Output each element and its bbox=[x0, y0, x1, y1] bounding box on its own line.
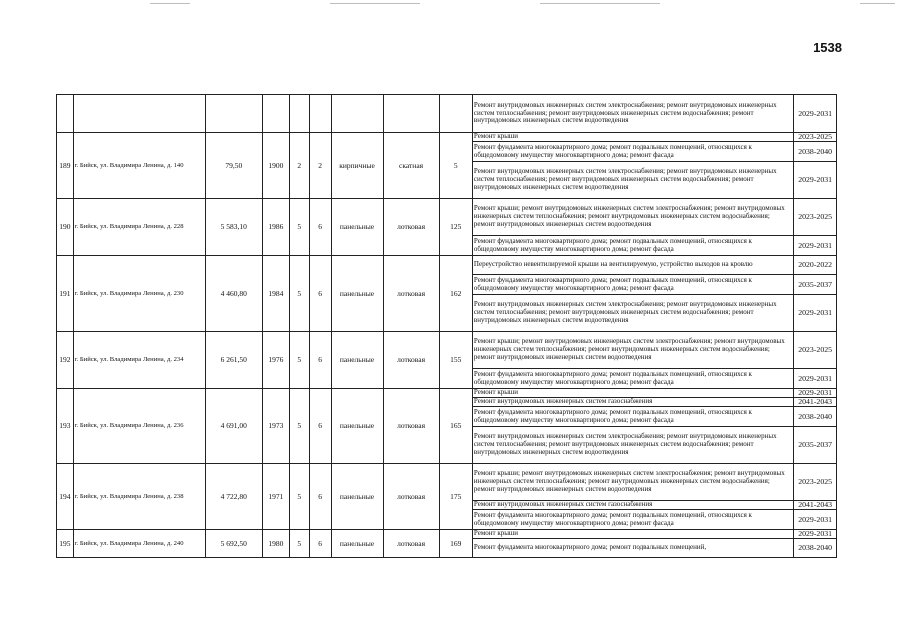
cell-address: г. Бийск, ул. Владимира Ленина, д. 228 bbox=[73, 199, 205, 256]
table-row bbox=[57, 199, 837, 236]
cell-residents bbox=[439, 95, 472, 133]
cell-work-type: Ремонт фундамента многоквартирного дома; ремонт подвальных помещений, относящихся к общедомовому имуществу многоквартирного дома; ремонт фасада bbox=[472, 510, 793, 530]
cell-floors: 5 bbox=[289, 530, 309, 558]
cell-number: 193 bbox=[57, 389, 74, 464]
cell-address bbox=[73, 95, 205, 133]
cell-entrances: 6 bbox=[309, 199, 331, 256]
table-body bbox=[57, 95, 837, 558]
cell-roof: лотковая bbox=[383, 199, 439, 256]
cell-period: 2029-2031 bbox=[794, 236, 837, 256]
cell-period: 2041-2043 bbox=[794, 501, 837, 510]
cell-floors bbox=[289, 95, 309, 133]
cell-floors: 5 bbox=[289, 256, 309, 332]
cell-area bbox=[205, 95, 262, 133]
cell-period: 2038-2040 bbox=[794, 407, 837, 427]
cell-work-type: Ремонт внутридомовых инженерных систем газоснабжения bbox=[472, 501, 793, 510]
cell-area: 4 722,80 bbox=[205, 464, 262, 530]
cell-number: 191 bbox=[57, 256, 74, 332]
cell-material: панельные bbox=[331, 464, 383, 530]
cell-material: кирпичные bbox=[331, 133, 383, 199]
cell-address: г. Бийск, ул. Владимира Ленина, д. 238 bbox=[73, 464, 205, 530]
cell-roof: лотковая bbox=[383, 530, 439, 558]
cell-number: 195 bbox=[57, 530, 74, 558]
cell-number: 190 bbox=[57, 199, 74, 256]
cell-work-type: Ремонт крыши bbox=[472, 133, 793, 142]
cell-work-type: Ремонт внутридомовых инженерных систем электроснабжения; ремонт внутридомовых инженерных систем теплоснабжения; ремонт внутридомовых инженерных систем водоснабжения; ремонт внутридомовых инженерных систем водоотведения bbox=[472, 427, 793, 464]
table-row bbox=[57, 332, 837, 369]
cell-area: 5 692,50 bbox=[205, 530, 262, 558]
cell-entrances: 6 bbox=[309, 464, 331, 530]
cell-material: панельные bbox=[331, 530, 383, 558]
cell-work-type: Ремонт фундамента многоквартирного дома; ремонт подвальных помещений, bbox=[472, 539, 793, 558]
cell-residents: 125 bbox=[439, 199, 472, 256]
cell-work-type: Ремонт фундамента многоквартирного дома; ремонт подвальных помещений, относящихся к общедомовому имуществу многоквартирного дома; ремонт фасада bbox=[472, 407, 793, 427]
cell-address: г. Бийск, ул. Владимира Ленина, д. 140 bbox=[73, 133, 205, 199]
cell-period: 2035-2037 bbox=[794, 427, 837, 464]
cell-address: г. Бийск, ул. Владимира Ленина, д. 240 bbox=[73, 530, 205, 558]
cell-period: 2029-2031 bbox=[794, 369, 837, 389]
cell-work-type: Ремонт фундамента многоквартирного дома; ремонт подвальных помещений, относящихся к общедомовому имуществу многоквартирного дома; ремонт фасада bbox=[472, 142, 793, 162]
cell-work-type: Ремонт крыши; ремонт внутридомовых инженерных систем электроснабжения; ремонт внутридомовых инженерных систем теплоснабжения; ремонт внутридомовых инженерных систем водоснабжения; ремонт внутридомовых инженерных систем водоотведения bbox=[472, 332, 793, 369]
cell-area: 5 583,10 bbox=[205, 199, 262, 256]
cell-year bbox=[262, 95, 289, 133]
cell-work-type: Ремонт внутридомовых инженерных систем электроснабжения; ремонт внутридомовых инженерных систем теплоснабжения; ремонт внутридомовых инженерных систем водоснабжения; ремонт внутридомовых инженерных систем водоотведения bbox=[472, 162, 793, 199]
cell-work-type: Ремонт крыши; ремонт внутридомовых инженерных систем электроснабжения; ремонт внутридомовых инженерных систем теплоснабжения; ремонт внутридомовых инженерных систем водоснабжения; ремонт внутридомовых инженерных систем водоотведения bbox=[472, 199, 793, 236]
cell-material: панельные bbox=[331, 256, 383, 332]
cell-number: 194 bbox=[57, 464, 74, 530]
cell-entrances: 6 bbox=[309, 389, 331, 464]
cell-work-type: Переустройство невентилируемой крыши на вентилируемую, устройство выходов на кровлю bbox=[472, 256, 793, 275]
cell-period: 2023-2025 bbox=[794, 332, 837, 369]
cell-floors: 2 bbox=[289, 133, 309, 199]
cell-entrances: 6 bbox=[309, 256, 331, 332]
table-row bbox=[57, 530, 837, 539]
cell-period: 2023-2025 bbox=[794, 199, 837, 236]
cell-entrances: 2 bbox=[309, 133, 331, 199]
cell-work-type: Ремонт фундамента многоквартирного дома; ремонт подвальных помещений, относящихся к общедомовому имуществу многоквартирного дома; ремонт фасада bbox=[472, 369, 793, 389]
cell-floors: 5 bbox=[289, 332, 309, 389]
cell-period: 2029-2031 bbox=[794, 389, 837, 398]
cell-work-type: Ремонт фундамента многоквартирного дома; ремонт подвальных помещений, относящихся к общедомовому имуществу многоквартирного дома; ремонт фасада bbox=[472, 236, 793, 256]
cell-year: 1980 bbox=[262, 530, 289, 558]
cell-work-type: Ремонт крыши; ремонт внутридомовых инженерных систем электроснабжения; ремонт внутридомовых инженерных систем теплоснабжения; ремонт внутридомовых инженерных систем водоснабжения; ремонт внутридомовых инженерных систем водоотведения bbox=[472, 464, 793, 501]
cell-residents: 5 bbox=[439, 133, 472, 199]
cell-area: 79,50 bbox=[205, 133, 262, 199]
cell-period: 2020-2022 bbox=[794, 256, 837, 275]
cell-material: панельные bbox=[331, 332, 383, 389]
cell-work-type: Ремонт крыши bbox=[472, 389, 793, 398]
cell-number: 192 bbox=[57, 332, 74, 389]
cell-residents: 169 bbox=[439, 530, 472, 558]
cell-year: 1973 bbox=[262, 389, 289, 464]
cell-area: 6 261,50 bbox=[205, 332, 262, 389]
table-row bbox=[57, 464, 837, 501]
cell-address: г. Бийск, ул. Владимира Ленина, д. 230 bbox=[73, 256, 205, 332]
cell-material: панельные bbox=[331, 389, 383, 464]
cell-address: г. Бийск, ул. Владимира Ленина, д. 234 bbox=[73, 332, 205, 389]
cell-area: 4 691,00 bbox=[205, 389, 262, 464]
cell-period: 2023-2025 bbox=[794, 464, 837, 501]
cell-period: 2029-2031 bbox=[794, 295, 837, 332]
cell-roof: лотковая bbox=[383, 256, 439, 332]
cell-period: 2041-2043 bbox=[794, 398, 837, 407]
cell-work-type: Ремонт крыши bbox=[472, 530, 793, 539]
cell-floors: 5 bbox=[289, 389, 309, 464]
cell-period: 2038-2040 bbox=[794, 539, 837, 558]
cell-period: 2029-2031 bbox=[794, 162, 837, 199]
cell-year: 1976 bbox=[262, 332, 289, 389]
table-row bbox=[57, 389, 837, 398]
cell-work-type: Ремонт внутридомовых инженерных систем электроснабжения; ремонт внутридомовых инженерных систем теплоснабжения; ремонт внутридомовых инженерных систем водоснабжения; ремонт внутридомовых инженерных систем водоотведения bbox=[472, 295, 793, 332]
cell-period: 2023-2025 bbox=[794, 133, 837, 142]
cell-address: г. Бийск, ул. Владимира Ленина, д. 236 bbox=[73, 389, 205, 464]
cell-residents: 155 bbox=[439, 332, 472, 389]
page-number: 1538 bbox=[813, 40, 842, 55]
cell-residents: 162 bbox=[439, 256, 472, 332]
cell-work-type: Ремонт внутридомовых инженерных систем электроснабжения; ремонт внутридомовых инженерных систем теплоснабжения; ремонт внутридомовых инженерных систем водоснабжения; ремонт внутридомовых инженерных систем водоотведения bbox=[472, 95, 793, 133]
cell-roof: лотковая bbox=[383, 332, 439, 389]
cell-work-type: Ремонт фундамента многоквартирного дома; ремонт подвальных помещений, относящихся к общедомовому имуществу многоквартирного дома; ремонт фасада bbox=[472, 275, 793, 295]
housing-register-table bbox=[56, 94, 837, 558]
cell-entrances bbox=[309, 95, 331, 133]
cell-year: 1984 bbox=[262, 256, 289, 332]
cell-period: 2035-2037 bbox=[794, 275, 837, 295]
cell-entrances: 6 bbox=[309, 530, 331, 558]
cell-roof: лотковая bbox=[383, 389, 439, 464]
table-row bbox=[57, 256, 837, 275]
cell-floors: 5 bbox=[289, 464, 309, 530]
cell-year: 1971 bbox=[262, 464, 289, 530]
cell-year: 1900 bbox=[262, 133, 289, 199]
cell-work-type: Ремонт внутридомовых инженерных систем газоснабжения bbox=[472, 398, 793, 407]
table-row bbox=[57, 133, 837, 142]
cell-number: 189 bbox=[57, 133, 74, 199]
cell-period: 2029-2031 bbox=[794, 510, 837, 530]
cell-floors: 5 bbox=[289, 199, 309, 256]
cell-roof bbox=[383, 95, 439, 133]
cell-material bbox=[331, 95, 383, 133]
cell-roof: лотковая bbox=[383, 464, 439, 530]
cell-period: 2029-2031 bbox=[794, 530, 837, 539]
table-row-continuation bbox=[57, 95, 837, 133]
cell-residents: 165 bbox=[439, 389, 472, 464]
cell-number bbox=[57, 95, 74, 133]
scan-noise bbox=[0, 0, 904, 10]
cell-year: 1986 bbox=[262, 199, 289, 256]
cell-entrances: 6 bbox=[309, 332, 331, 389]
cell-period: 2038-2040 bbox=[794, 142, 837, 162]
cell-residents: 175 bbox=[439, 464, 472, 530]
cell-material: панельные bbox=[331, 199, 383, 256]
cell-period: 2029-2031 bbox=[794, 95, 837, 133]
cell-area: 4 460,80 bbox=[205, 256, 262, 332]
cell-roof: скатная bbox=[383, 133, 439, 199]
